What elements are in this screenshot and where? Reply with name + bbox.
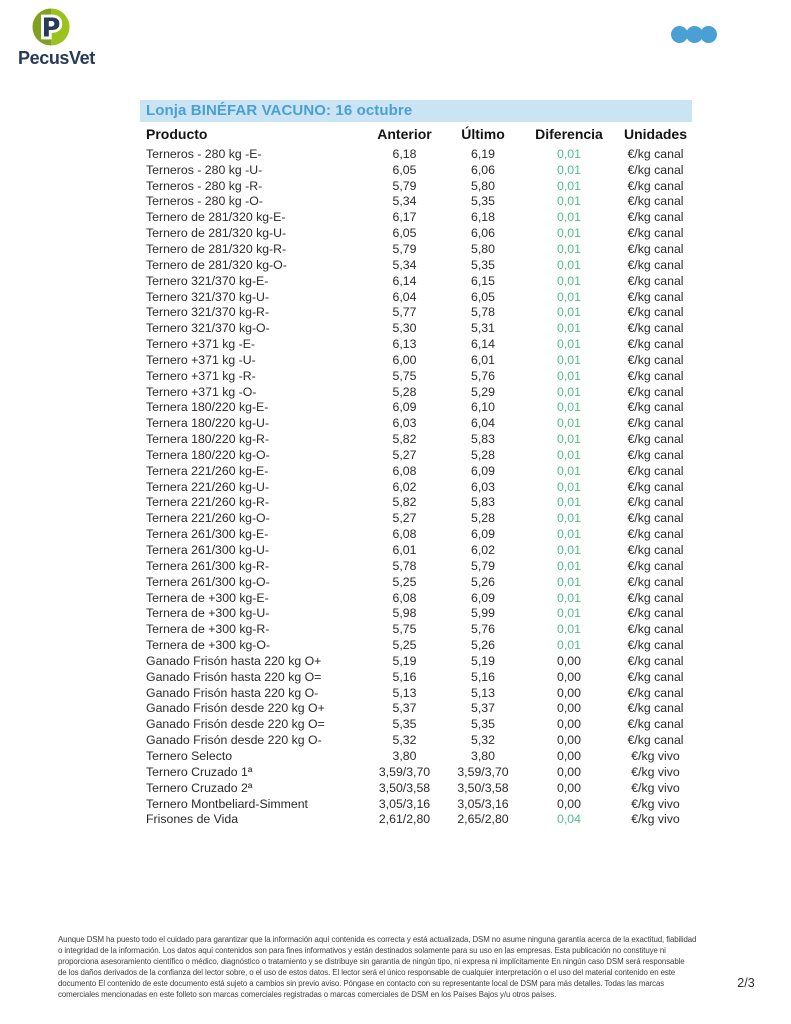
unidades-cell: €/kg canal — [627, 178, 684, 193]
table-row — [140, 289, 692, 305]
table-row — [140, 637, 692, 653]
anterior-cell: 6,05 — [392, 162, 417, 177]
table-row — [140, 209, 692, 225]
column-header-diferencia: Diferencia — [535, 126, 603, 142]
anterior-cell: 6,18 — [392, 146, 417, 161]
product-cell: Ternera de +300 kg-O- — [146, 638, 271, 653]
ultimo-cell: 5,76 — [471, 622, 495, 637]
product-cell: Terneros - 280 kg -U- — [146, 162, 263, 177]
product-cell: Ternera 261/300 kg-O- — [146, 574, 270, 589]
ultimo-cell: 5,32 — [471, 733, 495, 748]
anterior-cell: 5,78 — [392, 558, 417, 573]
diferencia-cell: 0,01 — [557, 162, 581, 177]
product-cell: Ternera 180/220 kg-O- — [146, 447, 270, 462]
anterior-cell: 6,02 — [392, 479, 417, 494]
ultimo-cell: 5,83 — [471, 432, 495, 447]
diferencia-cell: 0,01 — [557, 606, 581, 621]
unidades-cell: €/kg canal — [627, 368, 684, 383]
unidades-cell: €/kg canal — [627, 273, 684, 288]
unidades-cell: €/kg canal — [627, 321, 684, 336]
diferencia-cell: 0,01 — [557, 558, 581, 573]
column-header-ultimo: Último — [461, 126, 505, 142]
product-cell: Terneros - 280 kg -O- — [146, 194, 263, 209]
product-cell: Ternera 221/260 kg-O- — [146, 511, 270, 526]
diferencia-cell: 0,00 — [557, 701, 581, 716]
unidades-cell: €/kg canal — [627, 337, 684, 352]
ultimo-cell: 3,80 — [471, 748, 495, 763]
table-header-row — [140, 123, 692, 145]
ultimo-cell: 5,79 — [471, 558, 495, 573]
diferencia-cell: 0,01 — [557, 416, 581, 431]
ultimo-cell: 5,99 — [471, 606, 495, 621]
diferencia-cell: 0,00 — [557, 780, 581, 795]
anterior-cell: 5,82 — [392, 495, 417, 510]
product-cell: Ternera 180/220 kg-R- — [146, 432, 270, 447]
table-row — [140, 605, 692, 621]
ultimo-cell: 5,28 — [471, 511, 495, 526]
diferencia-cell: 0,01 — [557, 574, 581, 589]
table-row — [140, 384, 692, 400]
diferencia-cell: 0,01 — [557, 384, 581, 399]
ultimo-cell: 5,28 — [471, 447, 495, 462]
table-row — [140, 431, 692, 447]
anterior-cell: 5,16 — [392, 669, 417, 684]
table-row — [140, 590, 692, 606]
diferencia-cell: 0,01 — [557, 447, 581, 462]
unidades-cell: €/kg canal — [627, 210, 684, 225]
diferencia-cell: 0,01 — [557, 257, 581, 272]
product-cell: Ternera 180/220 kg-E- — [146, 400, 269, 415]
table-row — [140, 732, 692, 748]
ultimo-cell: 2,65/2,80 — [457, 812, 509, 827]
product-cell: Ganado Frisón hasta 220 kg O- — [146, 685, 319, 700]
diferencia-cell: 0,01 — [557, 638, 581, 653]
ultimo-cell: 6,15 — [471, 273, 495, 288]
product-cell: Ganado Frisón hasta 220 kg O+ — [146, 653, 322, 668]
product-cell: Ternera 180/220 kg-U- — [146, 416, 270, 431]
diferencia-cell: 0,01 — [557, 352, 581, 367]
ultimo-cell: 3,50/3,58 — [457, 780, 509, 795]
unidades-cell: €/kg canal — [627, 305, 684, 320]
product-cell: Ganado Frisón hasta 220 kg O= — [146, 669, 322, 684]
footer-line: comerciales mencionadas en este folleto son marcas comerciales registradas o marcas comerciales de DSM en los Países Bajos y/u otros países. — [58, 990, 557, 999]
product-cell: Ganado Frisón desde 220 kg O- — [146, 733, 322, 748]
table-row — [140, 368, 692, 384]
product-cell: Ternero 321/370 kg-E- — [146, 273, 269, 288]
unidades-cell: €/kg canal — [627, 241, 684, 256]
anterior-cell: 6,13 — [392, 337, 417, 352]
anterior-cell: 5,34 — [392, 194, 417, 209]
diferencia-cell: 0,01 — [557, 305, 581, 320]
unidades-cell: €/kg canal — [627, 543, 684, 558]
anterior-cell: 6,03 — [392, 416, 417, 431]
anterior-cell: 6,08 — [392, 527, 417, 542]
table-row — [140, 526, 692, 542]
table-row — [140, 780, 692, 796]
ultimo-cell: 5,35 — [471, 257, 495, 272]
dot-icon — [700, 26, 717, 43]
ultimo-cell: 6,19 — [471, 146, 495, 161]
diferencia-cell: 0,01 — [557, 622, 581, 637]
unidades-cell: €/kg canal — [627, 162, 684, 177]
anterior-cell: 2,61/2,80 — [378, 812, 431, 827]
table-row — [140, 241, 692, 257]
product-cell: Ternero Cruzado 1ª — [146, 764, 253, 779]
product-cell: Ternero de 281/320 kg-E- — [146, 210, 286, 225]
diferencia-cell: 0,01 — [557, 194, 581, 209]
anterior-cell: 6,09 — [392, 400, 417, 415]
product-cell: Terneros - 280 kg -R- — [146, 178, 263, 193]
unidades-cell: €/kg canal — [627, 416, 684, 431]
unidades-cell: €/kg canal — [627, 146, 684, 161]
table-row — [140, 146, 692, 162]
unidades-cell: €/kg canal — [627, 653, 684, 668]
anterior-cell: 3,50/3,58 — [378, 780, 431, 795]
diferencia-cell: 0,00 — [557, 685, 581, 700]
table-row — [140, 257, 692, 273]
column-header-unidades: Unidades — [623, 126, 687, 142]
product-cell: Ternero de 281/320 kg-U- — [146, 226, 287, 241]
diferencia-cell: 0,01 — [557, 241, 581, 256]
table-row — [140, 273, 692, 289]
diferencia-cell: 0,01 — [557, 321, 581, 336]
product-cell: Ternero +371 kg -U- — [146, 352, 256, 367]
ultimo-cell: 6,09 — [471, 590, 495, 605]
anterior-cell: 5,79 — [392, 178, 417, 193]
unidades-cell: €/kg canal — [627, 194, 684, 209]
anterior-cell: 6,04 — [392, 289, 417, 304]
ultimo-cell: 5,31 — [471, 321, 495, 336]
diferencia-cell: 0,00 — [557, 653, 581, 668]
product-cell: Ganado Frisón desde 220 kg O+ — [146, 701, 325, 716]
product-cell: Ternero Montbeliard-Simment — [146, 796, 308, 811]
footer-line: proporciona asesoramiento científico o médico, diagnóstico o tratamiento y se distribuye sin garantía de ningún tipo, ni expresa ni implícitamente En ningún caso DSM será responsable — [58, 957, 685, 966]
anterior-cell: 5,19 — [392, 653, 417, 668]
anterior-cell: 5,25 — [392, 638, 417, 653]
unidades-cell: €/kg canal — [627, 590, 684, 605]
unidades-cell: €/kg canal — [627, 638, 684, 653]
anterior-cell: 6,05 — [392, 226, 417, 241]
column-header-producto: Producto — [146, 126, 208, 142]
table-row — [140, 320, 692, 336]
diferencia-cell: 0,00 — [557, 764, 581, 779]
page-number: 2/3 — [737, 976, 755, 990]
table-row — [140, 764, 692, 780]
diferencia-cell: 0,01 — [557, 495, 581, 510]
price-report — [140, 100, 692, 827]
unidades-cell: €/kg vivo — [631, 748, 680, 763]
product-cell: Ternera de +300 kg-E- — [146, 590, 269, 605]
diferencia-cell: 0,01 — [557, 226, 581, 241]
unidades-cell: €/kg canal — [627, 257, 684, 272]
footer-line: de los daños derivados de la confianza del lector sobre, o el uso de estos datos. El lector será el único responsable de cualquier interpretación o el uso del material contenido en este — [58, 968, 676, 977]
diferencia-cell: 0,01 — [557, 210, 581, 225]
ultimo-cell: 5,76 — [471, 368, 495, 383]
svg-text:P: P — [41, 13, 61, 44]
diferencia-cell: 0,01 — [557, 479, 581, 494]
product-cell: Ternero de 281/320 kg-R- — [146, 241, 287, 256]
anterior-cell: 5,34 — [392, 257, 417, 272]
anterior-cell: 6,00 — [392, 352, 417, 367]
unidades-cell: €/kg canal — [627, 606, 684, 621]
product-cell: Ternero Selecto — [146, 748, 233, 763]
table-row — [140, 748, 692, 764]
table-row — [140, 304, 692, 320]
ultimo-cell: 5,35 — [471, 717, 495, 732]
diferencia-cell: 0,01 — [557, 289, 581, 304]
unidades-cell: €/kg canal — [627, 685, 684, 700]
diferencia-cell: 0,01 — [557, 337, 581, 352]
anterior-cell: 5,27 — [392, 447, 417, 462]
table-row — [140, 415, 692, 431]
diferencia-cell: 0,01 — [557, 511, 581, 526]
ultimo-cell: 5,26 — [471, 638, 495, 653]
anterior-cell: 5,13 — [392, 685, 417, 700]
table-row — [140, 701, 692, 717]
table-rows — [140, 146, 692, 827]
product-cell: Terneros - 280 kg -E- — [146, 146, 262, 161]
product-cell: Ternero 321/370 kg-U- — [146, 289, 270, 304]
product-cell: Ternera de +300 kg-U- — [146, 606, 270, 621]
ultimo-cell: 6,14 — [471, 337, 495, 352]
anterior-cell: 3,80 — [392, 748, 417, 763]
anterior-cell: 5,82 — [392, 432, 417, 447]
ultimo-cell: 5,26 — [471, 574, 495, 589]
ultimo-cell: 5,80 — [471, 178, 495, 193]
anterior-cell: 5,77 — [392, 305, 417, 320]
anterior-cell: 5,75 — [392, 368, 417, 383]
footer-line: o integridad de la información. Los datos aquí contenidos son para fines informativos y están destinados solamente para su uso en las empresas. Esta publicación no constituye ni — [58, 946, 666, 955]
table-row — [140, 558, 692, 574]
unidades-cell: €/kg vivo — [631, 780, 680, 795]
ultimo-cell: 5,35 — [471, 194, 495, 209]
product-cell: Ternero +371 kg -R- — [146, 368, 256, 383]
table-row — [140, 495, 692, 511]
unidades-cell: €/kg canal — [627, 574, 684, 589]
ultimo-cell: 6,09 — [471, 463, 495, 478]
anterior-cell: 5,79 — [392, 241, 417, 256]
anterior-cell: 3,59/3,70 — [378, 764, 431, 779]
table-row — [140, 447, 692, 463]
anterior-cell: 6,08 — [392, 590, 417, 605]
product-cell: Ganado Frisón desde 220 kg O= — [146, 717, 325, 732]
product-cell: Ternero +371 kg -E- — [146, 337, 256, 352]
anterior-cell: 5,37 — [392, 701, 417, 716]
unidades-cell: €/kg vivo — [631, 764, 680, 779]
ultimo-cell: 5,78 — [471, 305, 495, 320]
ultimo-cell: 5,19 — [471, 653, 495, 668]
anterior-cell: 6,17 — [392, 210, 417, 225]
pecusvet-logo-icon — [32, 8, 70, 46]
unidades-cell: €/kg canal — [627, 432, 684, 447]
table-row — [140, 178, 692, 194]
ultimo-cell: 5,37 — [471, 701, 495, 716]
unidades-cell: €/kg canal — [627, 622, 684, 637]
table-row — [140, 621, 692, 637]
anterior-cell: 5,27 — [392, 511, 417, 526]
product-cell: Ternera 221/260 kg-R- — [146, 495, 270, 510]
diferencia-cell: 0,04 — [557, 812, 581, 827]
diferencia-cell: 0,01 — [557, 463, 581, 478]
anterior-cell: 5,98 — [392, 606, 417, 621]
product-cell: Ternero 321/370 kg-O- — [146, 321, 270, 336]
table-row — [140, 225, 692, 241]
product-cell: Ternera 261/300 kg-E- — [146, 527, 269, 542]
ultimo-cell: 5,13 — [471, 685, 495, 700]
unidades-cell: €/kg canal — [627, 511, 684, 526]
unidades-cell: €/kg canal — [627, 463, 684, 478]
diferencia-cell: 0,01 — [557, 543, 581, 558]
unidades-cell: €/kg canal — [627, 352, 684, 367]
footer-line: documento El contenido de este documento está sujeto a cambios sin previo aviso. Póngase en contacto con su representante local de DSM para más detalles. Todas las marcas — [58, 979, 665, 988]
ultimo-cell: 6,09 — [471, 527, 495, 542]
table-row — [140, 194, 692, 210]
ultimo-cell: 5,80 — [471, 241, 495, 256]
ultimo-cell: 5,16 — [471, 669, 495, 684]
diferencia-cell: 0,00 — [557, 717, 581, 732]
diferencia-cell: 0,00 — [557, 733, 581, 748]
table-row — [140, 669, 692, 685]
ultimo-cell: 6,18 — [471, 210, 495, 225]
unidades-cell: €/kg canal — [627, 495, 684, 510]
table-row — [140, 463, 692, 479]
table-row — [140, 574, 692, 590]
column-header-anterior: Anterior — [377, 126, 432, 142]
anterior-cell: 5,30 — [392, 321, 417, 336]
table-row — [140, 685, 692, 701]
unidades-cell: €/kg canal — [627, 447, 684, 462]
unidades-cell: €/kg canal — [627, 558, 684, 573]
unidades-cell: €/kg canal — [627, 289, 684, 304]
product-cell: Ternero Cruzado 2ª — [146, 780, 253, 795]
product-cell: Ternero de 281/320 kg-O- — [146, 257, 287, 272]
anterior-cell: 6,01 — [392, 543, 417, 558]
table-row — [140, 162, 692, 178]
diferencia-cell: 0,01 — [557, 590, 581, 605]
table-row — [140, 400, 692, 416]
unidades-cell: €/kg canal — [627, 717, 684, 732]
table-row — [140, 336, 692, 352]
product-cell: Frisones de Vida — [146, 812, 239, 827]
diferencia-cell: 0,01 — [557, 368, 581, 383]
anterior-cell: 6,08 — [392, 463, 417, 478]
ultimo-cell: 6,04 — [471, 416, 495, 431]
product-cell: Ternera 261/300 kg-U- — [146, 543, 270, 558]
footer-disclaimer — [58, 934, 758, 1000]
anterior-cell: 5,28 — [392, 384, 417, 399]
product-cell: Ternera 261/300 kg-R- — [146, 558, 270, 573]
ultimo-cell: 5,83 — [471, 495, 495, 510]
diferencia-cell: 0,01 — [557, 527, 581, 542]
three-dots-decoration — [671, 26, 717, 43]
diferencia-cell: 0,00 — [557, 669, 581, 684]
ultimo-cell: 3,59/3,70 — [457, 764, 509, 779]
anterior-cell: 5,75 — [392, 622, 417, 637]
table-row — [140, 653, 692, 669]
brand-logo — [18, 8, 128, 69]
table-row — [140, 510, 692, 526]
ultimo-cell: 6,02 — [471, 543, 495, 558]
ultimo-cell: 6,01 — [471, 352, 495, 367]
unidades-cell: €/kg canal — [627, 384, 684, 399]
anterior-cell: 5,32 — [392, 733, 417, 748]
unidades-cell: €/kg canal — [627, 733, 684, 748]
diferencia-cell: 0,00 — [557, 796, 581, 811]
table-title: Lonja BINÉFAR VACUNO: 16 octubre — [140, 100, 692, 122]
ultimo-cell: 6,10 — [471, 400, 495, 415]
ultimo-cell: 3,05/3,16 — [457, 796, 509, 811]
anterior-cell: 5,25 — [392, 574, 417, 589]
table-row — [140, 716, 692, 732]
diferencia-cell: 0,01 — [557, 273, 581, 288]
unidades-cell: €/kg canal — [627, 479, 684, 494]
product-cell: Ternera 221/260 kg-E- — [146, 463, 269, 478]
anterior-cell: 3,05/3,16 — [378, 796, 431, 811]
anterior-cell: 5,35 — [392, 717, 417, 732]
unidades-cell: €/kg canal — [627, 669, 684, 684]
anterior-cell: 6,14 — [392, 273, 417, 288]
diferencia-cell: 0,01 — [557, 146, 581, 161]
unidades-cell: €/kg canal — [627, 400, 684, 415]
ultimo-cell: 6,06 — [471, 162, 495, 177]
ultimo-cell: 6,05 — [471, 289, 495, 304]
table-row — [140, 479, 692, 495]
unidades-cell: €/kg canal — [627, 701, 684, 716]
unidades-cell: €/kg canal — [627, 226, 684, 241]
unidades-cell: €/kg canal — [627, 527, 684, 542]
unidades-cell: €/kg vivo — [631, 796, 680, 811]
diferencia-cell: 0,01 — [557, 432, 581, 447]
diferencia-cell: 0,01 — [557, 178, 581, 193]
ultimo-cell: 5,29 — [471, 384, 495, 399]
ultimo-cell: 6,06 — [471, 226, 495, 241]
brand-name: PecusVet — [18, 48, 95, 68]
table-row — [140, 796, 692, 812]
product-cell: Ternera de +300 kg-R- — [146, 622, 270, 637]
table-row — [140, 352, 692, 368]
footer-line: Aunque DSM ha puesto todo el cuidado para garantizar que la información aquí contenida es correcta y está actualizada, DSM no asume ninguna garantía acerca de la exactitud, fiabilidad — [58, 935, 697, 944]
product-cell: Ternero 321/370 kg-R- — [146, 305, 270, 320]
table-row — [140, 542, 692, 558]
unidades-cell: €/kg vivo — [631, 812, 680, 827]
diferencia-cell: 0,01 — [557, 400, 581, 415]
product-cell: Ternera 221/260 kg-U- — [146, 479, 270, 494]
diferencia-cell: 0,00 — [557, 748, 581, 763]
table-row — [140, 811, 692, 827]
product-cell: Ternero +371 kg -O- — [146, 384, 257, 399]
ultimo-cell: 6,03 — [471, 479, 495, 494]
